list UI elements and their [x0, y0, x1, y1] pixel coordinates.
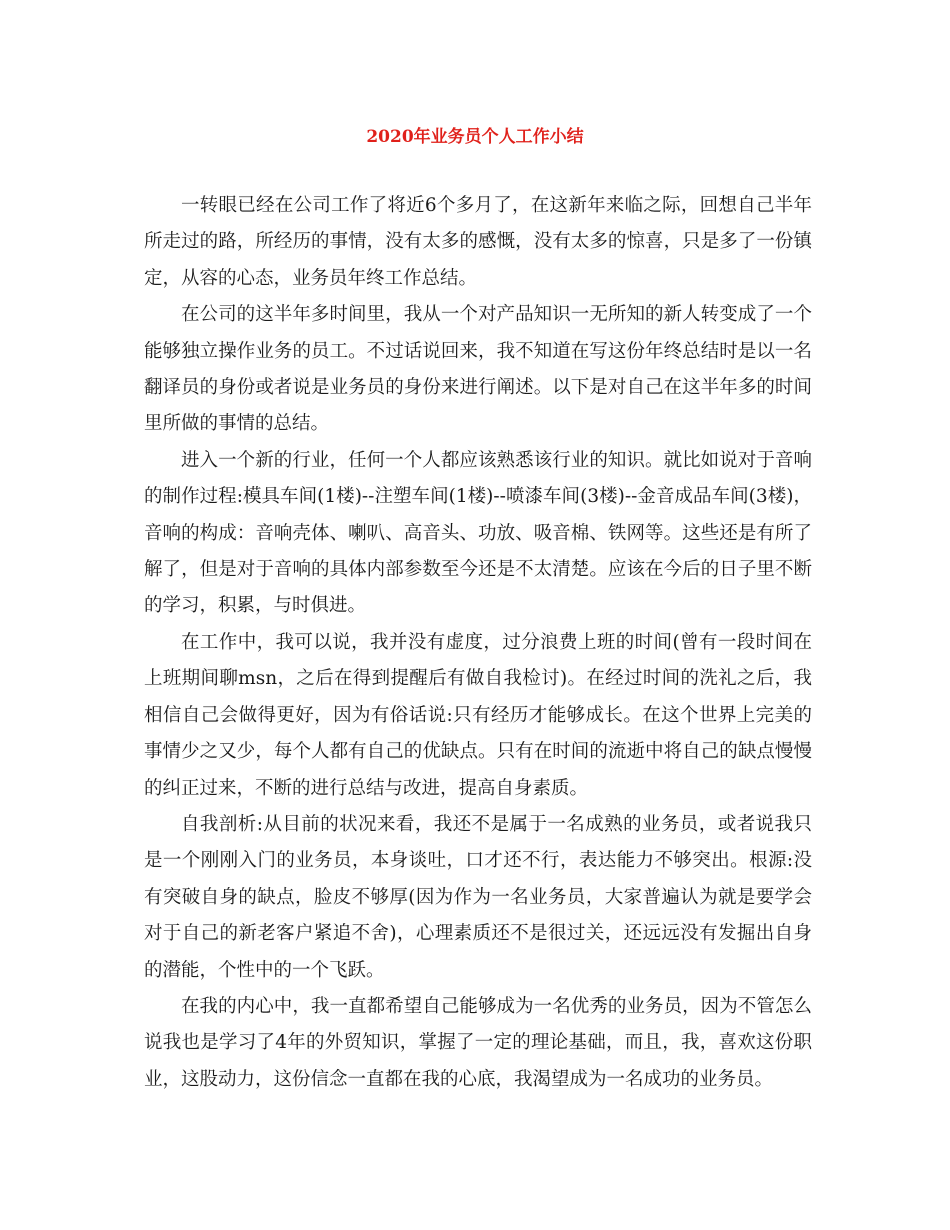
paragraph-2: 在公司的这半年多时间里，我从一个对产品知识一无所知的新人转变成了一个能够独立操作业务的员工。不过话说回来，我不知道在写这份年终总结时是以一名翻译员的身份或者说是业务员的身份来进行阐述。以下是对自己在这半年多的时间里所做的事情的总结。: [144, 304, 812, 435]
paragraph-5: 自我剖析:从目前的状况来看，我还不是属于一名成熟的业务员，或者说我只是一个刚刚入门的业务员，本身谈吐，口才还不行，表达能力不够突出。根源:没有突破自身的缺点，脸皮不够厚(因为作为一名业务员，大家普遍认为就是要学会对于自己的新老客户紧追不舍)，心理素质还不是很过关，还远远没有发掘出自身的潜能，个性中的一个飞跃。: [144, 813, 812, 981]
paragraph-1: 一转眼已经在公司工作了将近6个多月了，在这新年来临之际，回想自己半年所走过的路，所经历的事情，没有太多的感慨，没有太多的惊喜，只是多了一份镇定，从容的心态，业务员年终工作总结。: [144, 195, 812, 289]
document-body: [144, 188, 812, 1098]
paragraph-3: 进入一个新的行业，任何一个人都应该熟悉该行业的知识。就比如说对于音响的制作过程:模具车间(1楼)--注塑车间(1楼)--喷漆车间(3楼)--金音成品车间(3楼)，音响的构成：音响壳体、喇叭、高音头、功放、吸音棉、铁网等。这些还是有所了解了，但是对于音响的具体内部参数至今还是不太清楚。应该在今后的日子里不断的学习，积累，与时俱进。: [144, 449, 812, 617]
document-title: 2020年业务员个人工作小结: [366, 127, 584, 147]
paragraph-4: 在工作中，我可以说，我并没有虚度，过分浪费上班的时间(曾有一段时间在上班期间聊msn，之后在得到提醒后有做自我检讨)。在经过时间的洗礼之后，我相信自己会做得更好，因为有俗话说:只有经历才能够成长。在这个世界上完美的事情少之又少，每个人都有自己的优缺点。只有在时间的流逝中将自己的缺点慢慢的纠正过来，不断的进行总结与改进，提高自身素质。: [144, 631, 812, 799]
paragraph-6: 在我的内心中，我一直都希望自己能够成为一名优秀的业务员，因为不管怎么说我也是学习了4年的外贸知识，掌握了一定的理论基础，而且，我，喜欢这份职业，这股动力，这份信念一直都在我的心底，我渴望成为一名成功的业务员。: [144, 995, 812, 1090]
